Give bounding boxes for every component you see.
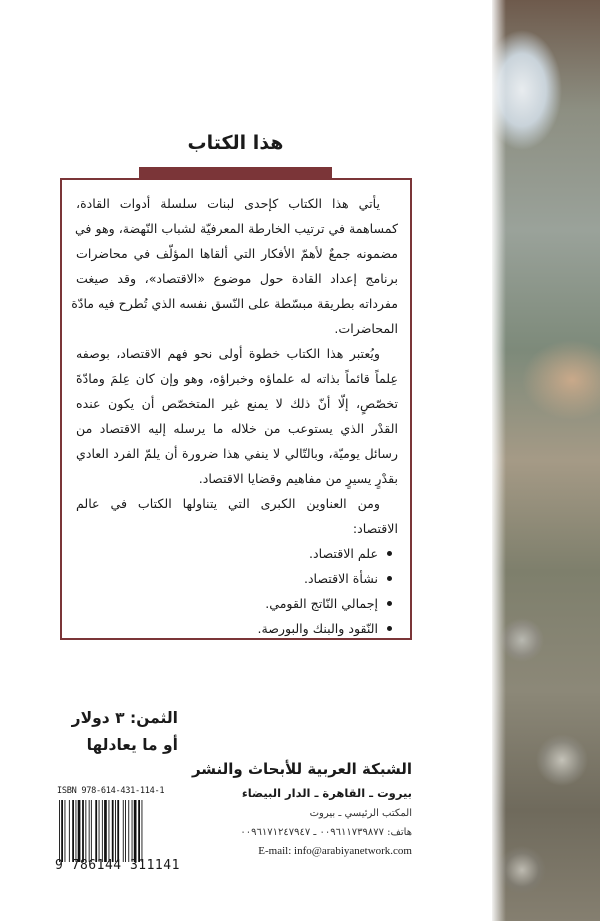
barcode-bar [91,800,92,862]
barcode-bar [89,800,90,862]
publisher-email: E-mail: info@arabiyanetwork.com [258,845,412,857]
barcode-bar [78,800,81,862]
text-line: المحاضرات. [334,321,398,336]
barcode-bar [123,800,124,862]
section-title: هذا الكتاب [187,132,284,154]
barcode-bar [128,800,129,862]
barcode-bar [117,800,119,862]
barcode-bar [99,800,100,862]
barcode-bar [61,800,63,862]
text-line: تخصّصٍ، إلّا أنّ ذلك لا يمنع غير المتخصّص أن يكون عنده [76,396,398,411]
price-equivalent: أو ما يعادلها [86,736,178,754]
price-line: الثمن: ٣ دولار [71,709,178,727]
publisher-office: المكتب الرئيسي ـ بيروت [309,808,412,819]
barcode-bar [138,800,140,862]
barcode-bar [125,800,126,862]
text-line: ومن العناوين الكبرى التي يتناولها الكتاب في عالم [76,496,380,511]
barcode-bar [102,800,103,862]
text-line: عِلماً قائماً بذاته له علماؤه وخبراؤه، وهو وإن كان عِلمَ ومادّةَ [76,371,398,386]
paragraph-2 [76,341,398,491]
publisher-phone: هاتف: ٠٠٩٦١١٧٣٩٨٧٧ ـ ٠٠٩٦١٧١٢٤٧٩٤٧ [240,827,412,838]
paragraph-1 [71,191,398,341]
publisher-name: الشبكة العربية للأبحاث والنشر [191,760,412,778]
text-line: مفرداته بطريقة مبسّطة على النّسق نفسه الذي تُطرح فيه مادّة [71,296,398,311]
publisher-info [190,756,412,860]
barcode-bar [115,800,116,862]
publisher-cities: بيروت ـ القاهرة ـ الدار البيضاء [241,786,412,800]
text-line: برنامج إعداد القادة حول موضوع «الاقتصاد»، وقد صيغت [76,271,398,286]
barcode-digits: 9 786144 311141 [55,858,180,873]
barcode-bar [132,800,133,862]
price [58,705,178,759]
barcode-bar [69,800,70,862]
barcode-bar [142,800,143,862]
barcode-bar [112,800,114,862]
list-item: نشأة الاقتصاد. [76,566,398,591]
cover-artwork [492,0,600,921]
barcode-bar [85,800,86,862]
text-line: يأتي هذا الكتاب كإحدى لبنات سلسلة أدوات القادة، [76,196,380,211]
barcode-bar [109,800,110,862]
text-line: بقدْرٍ يسيرٍ من مفاهيم وقضايا الاقتصاد. [198,471,398,486]
list-item: النّقود والبنك والبورصة. [76,616,398,641]
text-line: رسائل يوميّة، وبالتّالي لا ينفي هذا ضرورة أن يلمّ الفرد العادي [76,446,398,461]
barcode-bar [134,800,137,862]
paragraph-3 [76,491,398,541]
barcode-bar [95,800,97,862]
list-item: علم الاقتصاد. [76,541,398,566]
barcode-bar [82,800,84,862]
isbn-label: ISBN 978-614-431-114-1 [57,786,165,796]
barcode-bar [65,800,66,862]
barcode-bar [72,800,74,862]
barcode-bar [59,800,60,862]
text-line: الاقتصاد: [352,521,398,536]
text-line: ويُعتبر هذا الكتاب خطوة أولى نحو فهم الاقتصاد، بوصفه [76,346,380,361]
text-line: مضمونه جمعٌ لأهمّ الأفكار التي ألقاها المؤلّف في محاضرات [76,246,398,261]
barcode [57,800,172,862]
list-item: إجمالي النّاتج القومي. [76,591,398,616]
text-line: القدْر الذي يستوعب من خلاله ما يرسله إليه الاقتصاد من [76,421,398,436]
topic-list [76,541,398,641]
text-line: كمساهمة في ترتيب الخارطة المعرفيّة لشباب النّهضة، وهو في [74,221,398,236]
description-text [71,191,398,641]
barcode-bar [76,800,77,862]
barcode-bar [104,800,107,862]
